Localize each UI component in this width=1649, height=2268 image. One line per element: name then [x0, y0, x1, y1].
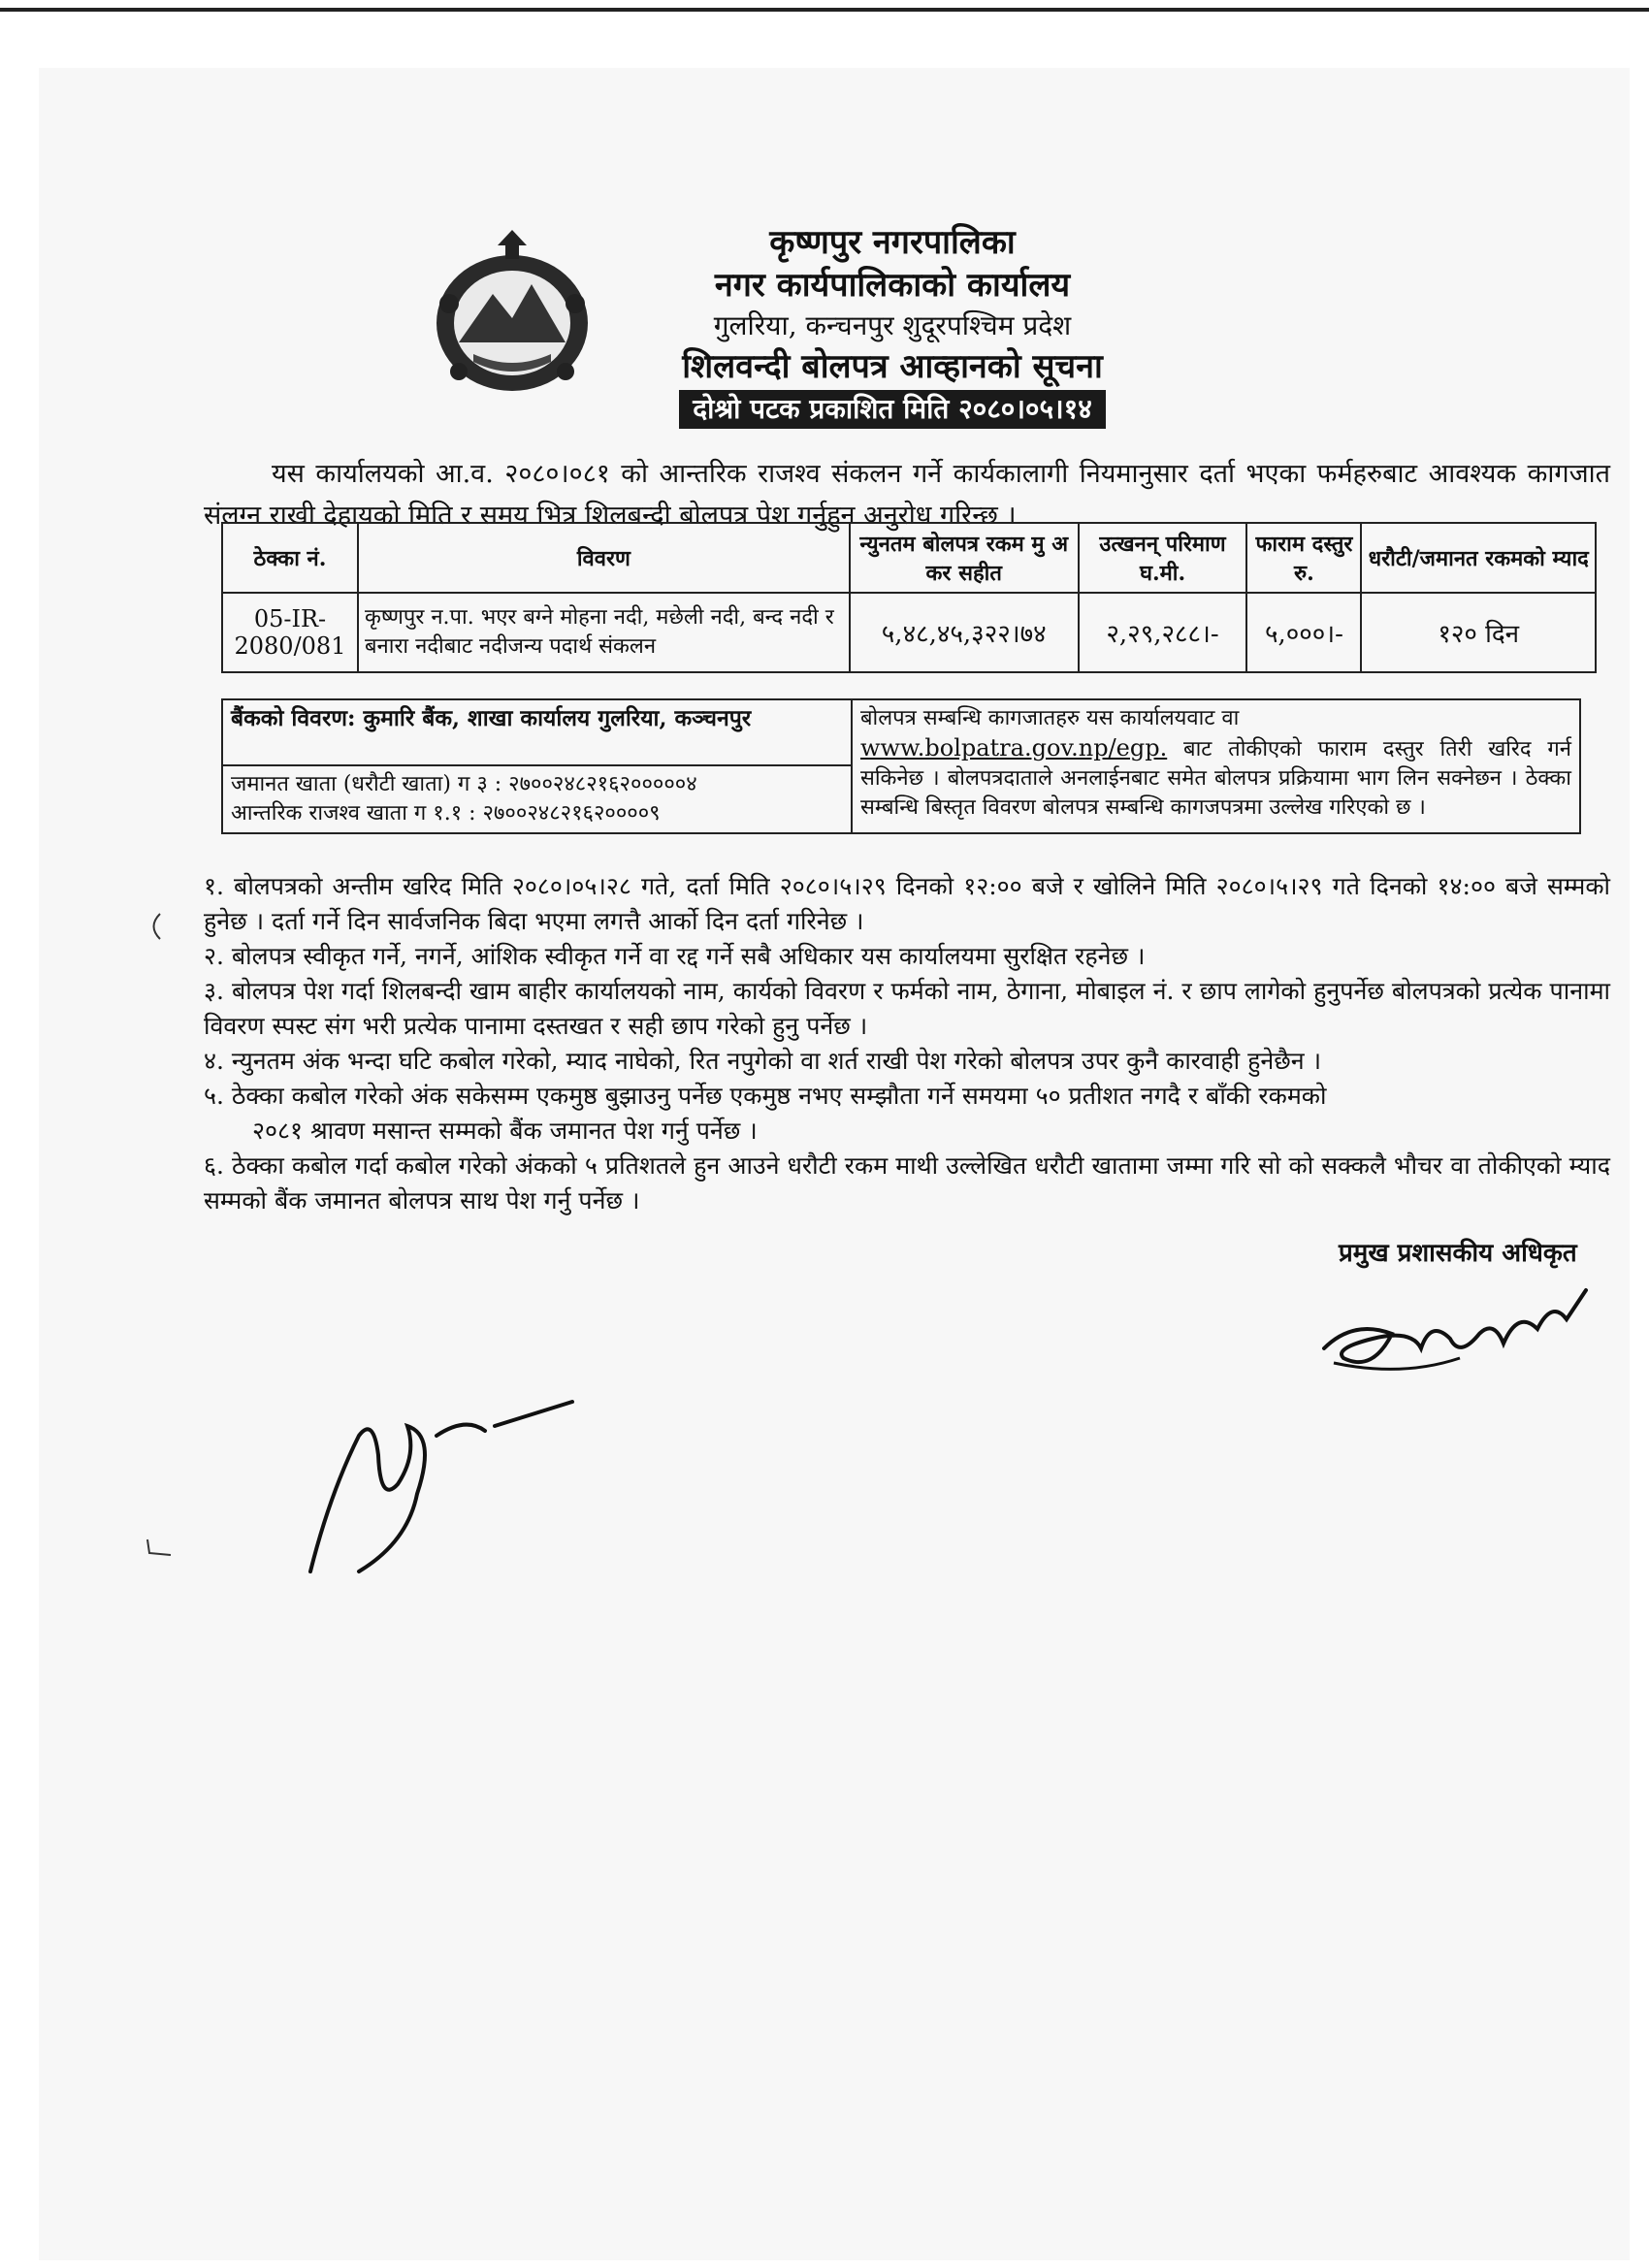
notice-title: शिलवन्दी बोलपत्र आव्हानको सूचना: [682, 347, 1103, 386]
accounts-cell: [222, 765, 852, 833]
table-row: [222, 593, 1596, 672]
list-item: २. बोलपत्र स्वीकृत गर्ने, नगर्ने, आंशिक स्वीकृत गर्ने वा रद्द गर्ने सबै अधिकार यस कार्यालयमा सुरक्षित रहनेछ ।: [204, 942, 1146, 970]
office-name: नगर कार्यपालिकाको कार्यालय: [714, 266, 1071, 305]
office-address: गुलरिया, कन्चनपुर शुदूरपश्चिम प्रदेश: [713, 309, 1072, 341]
list-item: ४. न्युनतम अंक भन्दा घटि कबोल गरेको, म्याद नाघेको, रित नपुगेको वा शर्त राखी पेश गरेको बोलपत्र उपर कुनै कारवाही हुनेछैन ।: [204, 1047, 1322, 1075]
docs-text-1: बोलपत्र सम्बन्धि कागजातहरु यस कार्यालयवाट वा: [859, 706, 1240, 730]
officer-signature-icon: [1314, 1280, 1615, 1387]
handwritten-signature-icon: [291, 1377, 582, 1591]
scan-mark-icon: [146, 1538, 175, 1557]
cell-description: कृष्णपुर न.पा. भएर बग्ने मोहना नदी, मछेली नदी, बन्द नदी र बनारा नदीबाट नदीजन्य पदार्थ संकलन: [358, 593, 850, 672]
list-item: ३. बोलपत्र पेश गर्दा शिलबन्दी खाम बाहीर कार्यालयको नाम, कार्यको विवरण र फर्मको नाम, ठेगाना, मोबाइल नं. र छाप लागेको हुनुपर्नेछ बोलपत्रको प्रत्येक पानामा विवरण स्पस्ट संग भरी प्रत्येक पानामा दस्तखत र सही छाप गरेको हुनु पर्नेछ ।: [204, 977, 1610, 1040]
header-min-amount: न्युनतम बोलपत्र रकम मु अ कर सहीत: [850, 523, 1079, 593]
list-item: ६. ठेक्का कबोल गर्दा कबोल गरेको अंकको ५ प्रतिशतले हुन आउने धरौटी रकम माथी उल्लेखित धरौटी खातामा जम्मा गरि सो को सक्कलै भौचर वा तोकीएको म्याद सम्मको बैंक जमानत बोलपत्र साथ पेश गर्नु पर्नेछ ।: [204, 1151, 1610, 1215]
cell-min-amount: ५,४८,४५,३२२।७४: [850, 593, 1079, 672]
header-quantity: उत्खनन् परिमाण घ.मी.: [1079, 523, 1247, 593]
table-header-row: [222, 523, 1596, 593]
header-contract-no: ठेक्का नं.: [222, 523, 358, 593]
publish-banner: दोश्रो पटक प्रकाशित मिति २०८०।०५।१४: [679, 390, 1106, 429]
signer-title: प्रमुख प्रशासकीय अधिकृत: [1339, 1239, 1577, 1268]
docs-cell: [852, 699, 1580, 833]
bank-title: बैंकको विवरण: कुमारि बैंक, शाखा कार्यालय गुलरिया, कञ्चनपुर: [231, 705, 752, 731]
letterhead: [592, 221, 1193, 429]
deposit-account: जमानत खाता (धरौटी खाता) ग ३ : २७००२४८२१६२०००००४: [231, 772, 697, 796]
header-form-fee: फाराम दस्तुर रु.: [1246, 523, 1361, 593]
org-name: कृष्णपुर नगरपालिका: [769, 223, 1016, 262]
municipality-emblem-icon: [420, 226, 604, 401]
docs-text-2: बाट तोकीएको फाराम दस्तुर तिरी खरिद गर्न सकिनेछ । बोलपत्रदाताले अनलाईनबाट समेत बोलपत्र प्रक्रियामा भाग लिन सक्नेछन । ठेक्का सम्बन्धि बिस्तृत विवरण बोलपत्र सम्बन्धि कागजपत्रमा उल्लेख गरिएको छ ।: [859, 737, 1571, 820]
cell-form-fee: ५,०००।-: [1246, 593, 1361, 672]
cell-quantity: २,२९,२८८।-: [1079, 593, 1247, 672]
cell-contract-no: 05-IR-2080/081: [222, 593, 358, 672]
list-item: ५. ठेक्का कबोल गरेको अंक सकेसम्म एकमुष्ठ बुझाउनु पर्नेछ एकमुष्ठ नभए सम्झौता गर्ने समयमा ५० प्रतीशत नगदै र बाँकी रकमको: [204, 1082, 1327, 1110]
scan-top-edge: [0, 8, 1649, 12]
header-description: विवरण: [358, 523, 850, 593]
bank-info-table: [221, 698, 1581, 834]
list-item-continuation: २०८१ श्रावण मसान्त सम्मको बैंक जमानत पेश गर्नु पर्नेछ ।: [252, 1117, 758, 1145]
header-deposit-validity: धरौटी/जमानत रकमको म्याद: [1361, 523, 1596, 593]
terms-list: [204, 869, 1610, 1218]
revenue-account: आन्तरिक राजश्व खाता ग १.१ : २७००२४८२१६२००००९: [231, 801, 661, 826]
list-item: १. बोलपत्रको अन्तीम खरिद मिति २०८०।०५।२८ गते, दर्ता मिति २०८०।५।२९ दिनको १२:०० बजे र खोलिने मिति २०८०।५।२९ गते दिनको १४:०० बजे सम्मको हुनेछ । दर्ता गर्ने दिन सार्वजनिक बिदा भएमा लगत्तै आर्को दिन दर्ता गरिनेछ ।: [204, 872, 1610, 935]
cell-deposit-validity: १२० दिन: [1361, 593, 1596, 672]
intro-paragraph: यस कार्यालयको आ.व. २०८०।०८१ को आन्तरिक राजश्व संकलन गर्ने कार्यकालागी नियमानुसार दर्ता भएका फर्महरुबाट आवश्यक कागजात संलग्न राखी देहायको मिति र समय भित्र शिलबन्दी बोलपत्र पेश गर्नुहुन अनुरोध गरिन्छ ।: [204, 459, 1610, 531]
bank-title-cell: [222, 699, 852, 765]
contract-table: [221, 522, 1597, 673]
docs-info: [860, 704, 1571, 823]
scan-mark-icon: [146, 912, 165, 941]
bolpatra-link[interactable]: www.bolpatra.gov.np/egp.: [859, 734, 1168, 761]
